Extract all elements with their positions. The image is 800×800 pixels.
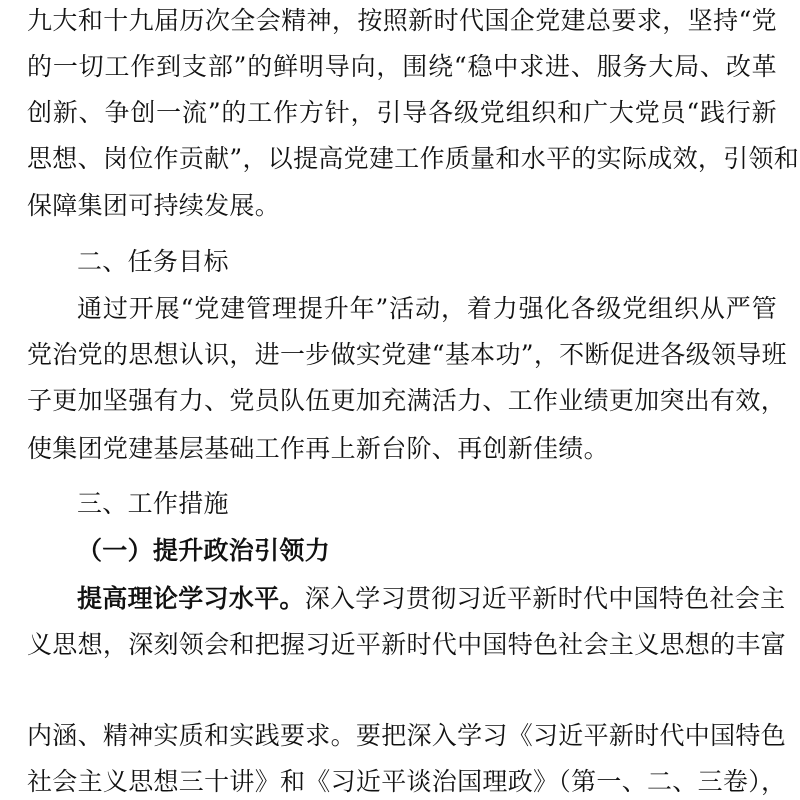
paragraph-line: 保障集团可持续发展。: [27, 191, 281, 220]
paragraph-line: [77, 581, 786, 617]
paragraph-line: 子更加坚强有力、党员队伍更加充满活力、工作业绩更加突出有效，: [27, 386, 787, 415]
section-heading: 三、工作措施: [77, 489, 229, 518]
paragraph-line: 社会主义思想三十讲》和《习近平谈治国理政》（第一、二、三卷），: [27, 767, 787, 796]
paragraph-line: 创新、争创一流”的工作方针，引导各级党组织和广大党员“践行新: [27, 98, 777, 127]
section-heading: 二、任务目标: [77, 247, 229, 276]
paragraph-line: 通过开展“党建管理提升年”活动，着力强化各级党组织从严管: [77, 294, 777, 323]
paragraph-line: 的一切工作到支部”的鲜明导向，围绕“稳中求进、服务大局、改革: [27, 52, 777, 81]
paragraph-line: 九大和十九届历次全会精神，按照新时代国企党建总要求，坚持“党: [27, 6, 777, 35]
paragraph-line: 党治党的思想认识，进一步做实党建“基本功”，不断促进各级领导班: [27, 340, 787, 369]
subsection-heading: （一）提升政治引领力: [77, 536, 331, 565]
paragraph-text: 深入学习贯彻习近平新时代中国特色社会主: [304, 584, 786, 613]
paragraph-line: 思想、岗位作贡献”，以提高党建工作质量和水平的实际成效，引领和: [27, 144, 800, 173]
paragraph-line: 义思想，深刻领会和把握习近平新时代中国特色社会主义思想的丰富: [27, 630, 787, 659]
paragraph-line: 内涵、精神实质和实践要求。要把深入学习《习近平新时代中国特色: [27, 721, 787, 750]
paragraph-line: 使集团党建基层基础工作再上新台阶、再创新佳绩。: [27, 434, 609, 463]
bold-lead-text: 提高理论学习水平。: [77, 584, 305, 613]
